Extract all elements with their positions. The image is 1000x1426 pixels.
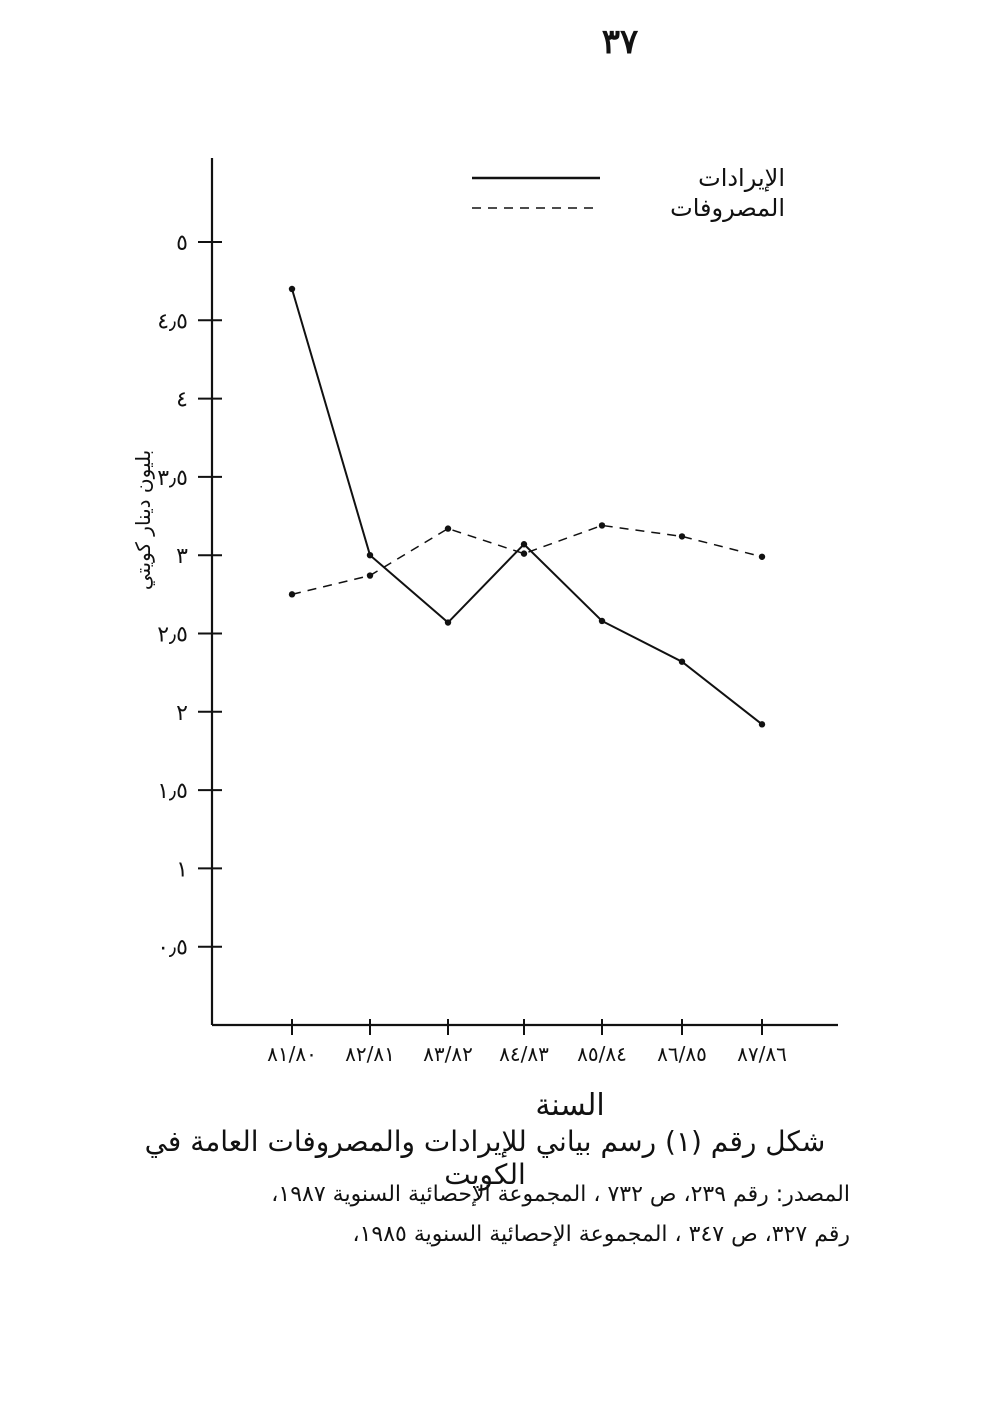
y-tick-label: ٤ <box>176 387 188 413</box>
revenue-point <box>367 552 373 558</box>
x-tick-label: ٨٦/٨٥ <box>657 1042 707 1066</box>
revenue-point <box>759 721 765 727</box>
x-tick-label: ٨٣/٨٢ <box>423 1042 473 1066</box>
source-line-2: رقم ٣٢٧، ص ٣٤٧ ، المجموعة الإحصائية السنوية ١٩٨٥، <box>352 1222 850 1247</box>
revenue-point <box>445 619 451 625</box>
chart-axes <box>212 158 838 1025</box>
revenue-point <box>521 541 527 547</box>
figure-caption: شكل رقم (١) رسم بياني للإيرادات والمصروفات العامة في الكويت <box>144 1125 826 1191</box>
x-tick-label: ٨٤/٨٣ <box>499 1042 549 1066</box>
series-layer <box>289 286 765 728</box>
y-tick-label: ٢٫٥ <box>157 622 188 648</box>
expenditure-line <box>292 525 762 594</box>
page-number: ٣٧ <box>601 22 639 62</box>
y-tick-label: ١٫٥ <box>157 779 188 805</box>
revenue-line <box>292 289 762 724</box>
expenditure-point <box>521 550 527 556</box>
x-tick-label: ٨٧/٨٦ <box>737 1042 787 1066</box>
y-tick-label: ٢ <box>176 700 188 726</box>
expenditure-point <box>679 533 685 539</box>
y-axis-label: بليون دينار كويتي <box>131 449 155 591</box>
y-tick-label: ٣ <box>176 544 188 570</box>
x-tick-label: ٨١/٨٠ <box>267 1042 317 1066</box>
expenditure-point <box>445 525 451 531</box>
x-axis-title: السنة <box>535 1088 605 1123</box>
y-tick-label: ١ <box>176 857 188 883</box>
source-line-1: المصدر: رقم ٢٣٩، ص ٧٣٢ ، المجموعة الإحصائية السنوية ١٩٨٧، <box>271 1182 850 1207</box>
y-tick-label: ٣٫٥ <box>157 465 188 491</box>
expenditure-point <box>289 591 295 597</box>
y-tick-label: ٠٫٥ <box>157 935 188 961</box>
chart-legend <box>472 164 785 222</box>
y-tick-label: ٥ <box>176 231 188 256</box>
x-tick-label: ٨٢/٨١ <box>345 1042 395 1066</box>
revenue-point <box>679 658 685 664</box>
legend-label: المصروفات <box>670 194 785 222</box>
expenditure-point <box>759 554 765 560</box>
revenue-point <box>289 286 295 292</box>
x-tick-label: ٨٥/٨٤ <box>577 1042 627 1066</box>
expenditure-point <box>367 572 373 578</box>
revenue-point <box>599 618 605 624</box>
expenditure-point <box>599 522 605 528</box>
y-tick-label: ٤٫٥ <box>157 309 188 335</box>
legend-label: الإيرادات <box>698 164 785 192</box>
